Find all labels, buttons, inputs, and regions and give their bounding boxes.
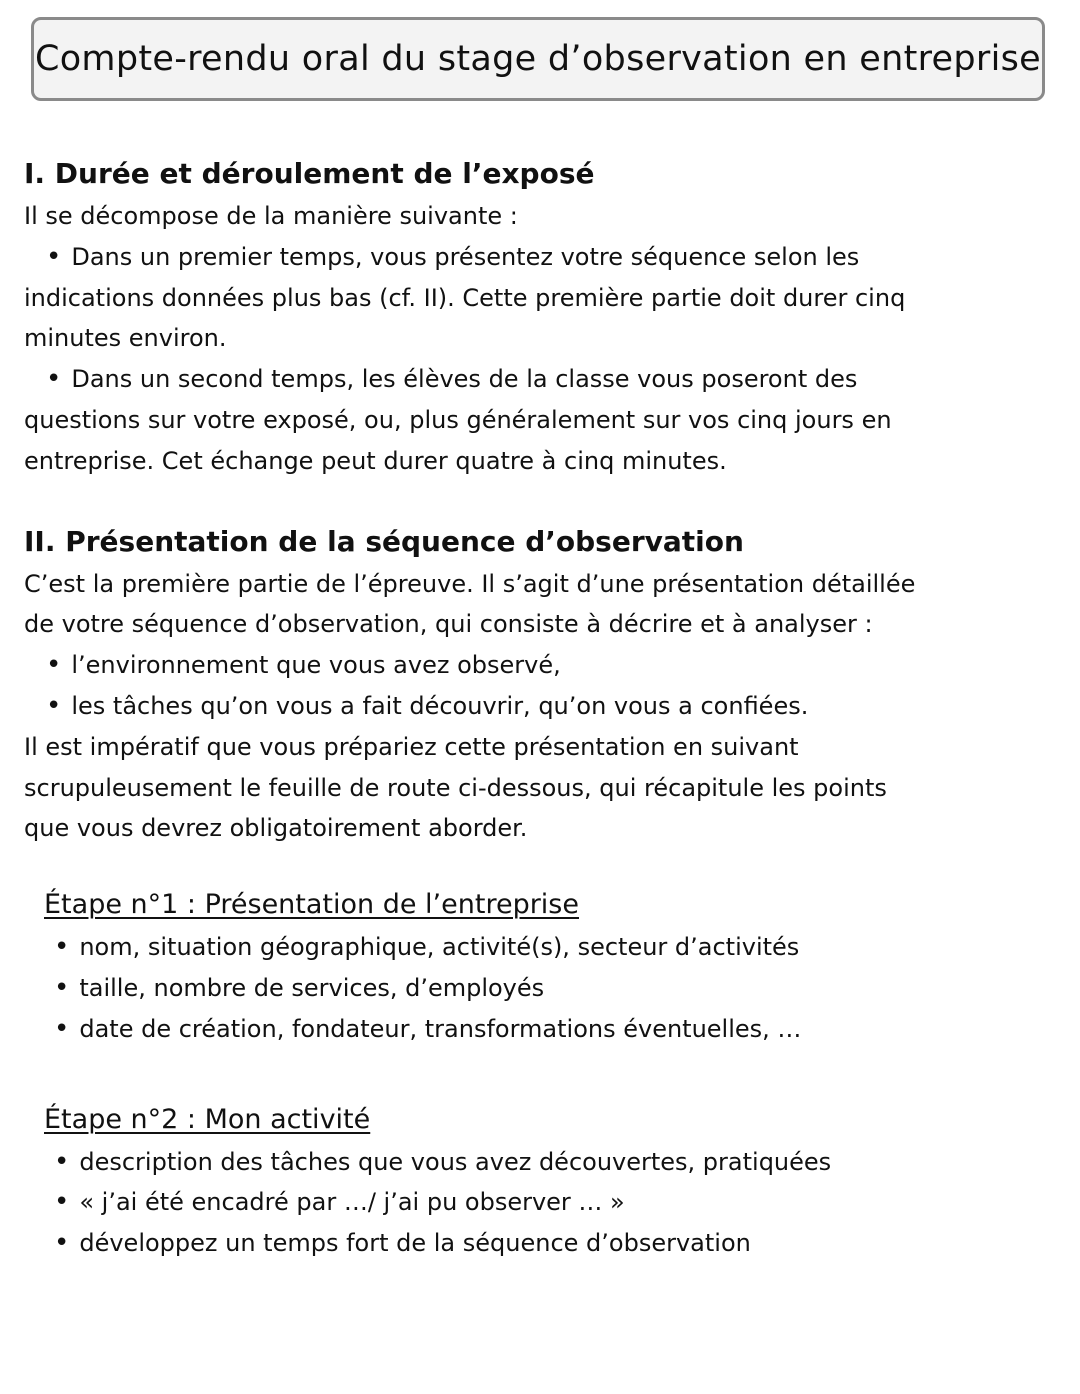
step-2-list <box>24 1142 1064 1264</box>
section-spacer <box>24 482 1064 520</box>
section-presentation <box>24 520 1064 850</box>
page-title: Compte-rendu oral du stage d’observation en entreprise <box>34 39 1041 79</box>
section-1-bullet-1-line-2: indications données plus bas (cf. II). Cette première partie doit durer cinq <box>24 283 906 312</box>
section-2-list <box>24 645 1064 727</box>
section-1-heading: I. Durée et déroulement de l’exposé <box>24 157 595 190</box>
list-item: • les tâches qu’on vous a fait découvrir, qu’on vous a confiées. <box>24 686 1064 727</box>
list-item: • taille, nombre de services, d’employés <box>24 968 1064 1009</box>
section-2-intro-line-2: de votre séquence d’observation, qui consiste à décrire et à analyser : <box>24 610 873 639</box>
section-2-intro-line-1: C’est la première partie de l’épreuve. Il s’agit d’une présentation détaillée <box>24 569 916 598</box>
section-1-bullet-1-line-1: • Dans un premier temps, vous présentez votre séquence selon les <box>24 237 1064 278</box>
step-2-title: Étape n°2 : Mon activité <box>44 1103 371 1135</box>
step-2 <box>24 1098 1064 1264</box>
list-item: • nom, situation géographique, activité(s), secteur d’activités <box>24 927 1064 968</box>
list-item: • l’environnement que vous avez observé, <box>24 645 1064 686</box>
section-2-para-line-1: Il est impératif que vous prépariez cette présentation en suivant <box>24 732 799 761</box>
section-1-bullet-2-line-1: • Dans un second temps, les élèves de la classe vous poseront des <box>24 359 1064 400</box>
section-1-bullet-2-line-3: entreprise. Cet échange peut durer quatre à cinq minutes. <box>24 446 727 475</box>
section-duree <box>24 152 1064 482</box>
step-1-title: Étape n°1 : Présentation de l’entreprise <box>44 889 579 921</box>
step-spacer <box>24 849 1064 883</box>
list-item: • développez un temps fort de la séquence d’observation <box>24 1223 1064 1264</box>
list-item: • date de création, fondateur, transformations éventuelles, … <box>24 1009 1064 1050</box>
section-1-intro: Il se décompose de la manière suivante : <box>24 202 518 230</box>
list-item: • description des tâches que vous avez découvertes, pratiquées <box>24 1142 1064 1183</box>
list-item: • « j’ai été encadré par …/ j’ai pu observer … » <box>24 1182 1064 1223</box>
title-box <box>31 17 1045 101</box>
section-2-para-line-2: scrupuleusement le feuille de route ci-dessous, qui récapitule les points <box>24 773 887 802</box>
section-1-bullet-2-line-2: questions sur votre exposé, ou, plus généralement sur vos cinq jours en <box>24 405 892 434</box>
step-spacer <box>24 1050 1064 1098</box>
section-2-heading: II. Présentation de la séquence d’observation <box>24 524 744 558</box>
section-2-para-line-3: que vous devrez obligatoirement aborder. <box>24 814 528 843</box>
step-1 <box>24 883 1064 1049</box>
section-1-bullet-1-line-3: minutes environ. <box>24 324 227 353</box>
document-body <box>24 152 1064 1264</box>
step-1-list <box>24 927 1064 1049</box>
